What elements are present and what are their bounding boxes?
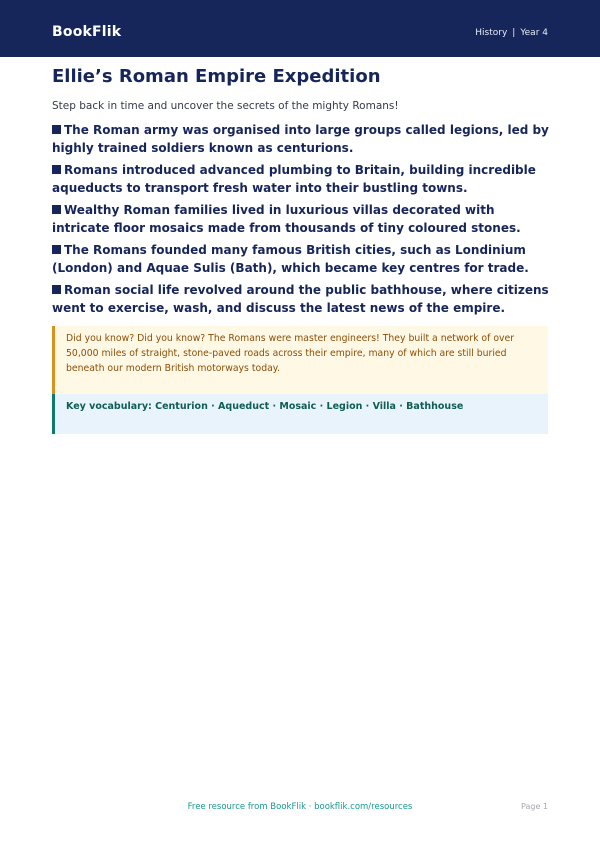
fact-text: The Roman army was organised into large groups called legions, led by highly trained soldiers known as centurions. [52, 123, 549, 155]
fact-text: Wealthy Roman families lived in luxurious villas decorated with intricate floor mosaics made from thousands of tiny coloured stones. [52, 203, 521, 235]
list-item [52, 281, 552, 317]
fact-text: Romans introduced advanced plumbing to Britain, building incredible aqueducts to transport fresh water into their bustling towns. [52, 163, 536, 195]
list-item [52, 241, 552, 277]
fact-text: The Romans founded many famous British cities, such as Londinium (London) and Aquae Sulis (Bath), which became key centres for trade. [52, 243, 529, 275]
brand-logo[interactable]: BookFlik [52, 24, 122, 40]
list-item [52, 201, 552, 237]
breadcrumb-subject: History [475, 28, 508, 38]
fact-list [52, 121, 552, 321]
info-callout [52, 326, 548, 434]
square-bullet-icon [52, 245, 61, 254]
page-number: Page 1 [521, 802, 548, 811]
breadcrumb-year: Year 4 [520, 28, 548, 38]
breadcrumb [475, 26, 548, 40]
list-item [52, 161, 552, 197]
top-bar [0, 0, 600, 57]
square-bullet-icon [52, 205, 61, 214]
square-bullet-icon [52, 165, 61, 174]
did-you-know-box: Did you know? Did you know? The Romans were master engineers! They built a network of over 50,000 miles of straight, stone-paved roads across their empire, many of which are still buried beneath our modern British motorways today. [52, 326, 548, 394]
key-vocabulary-box: Key vocabulary: Centurion · Aqueduct · Mosaic · Legion · Villa · Bathhouse [52, 394, 548, 434]
fact-text: Roman social life revolved around the public bathhouse, where citizens went to exercise, wash, and discuss the latest news of the empire. [52, 283, 549, 315]
intro-text: Step back in time and uncover the secrets of the mighty Romans! [52, 100, 399, 112]
footer-resource-link[interactable]: Free resource from BookFlik · bookflik.com/resources [187, 802, 413, 812]
list-item [52, 121, 552, 157]
square-bullet-icon [52, 125, 61, 134]
breadcrumb-separator: | [512, 28, 516, 38]
square-bullet-icon [52, 285, 61, 294]
page-title: Ellie’s Roman Empire Expedition [52, 66, 381, 87]
